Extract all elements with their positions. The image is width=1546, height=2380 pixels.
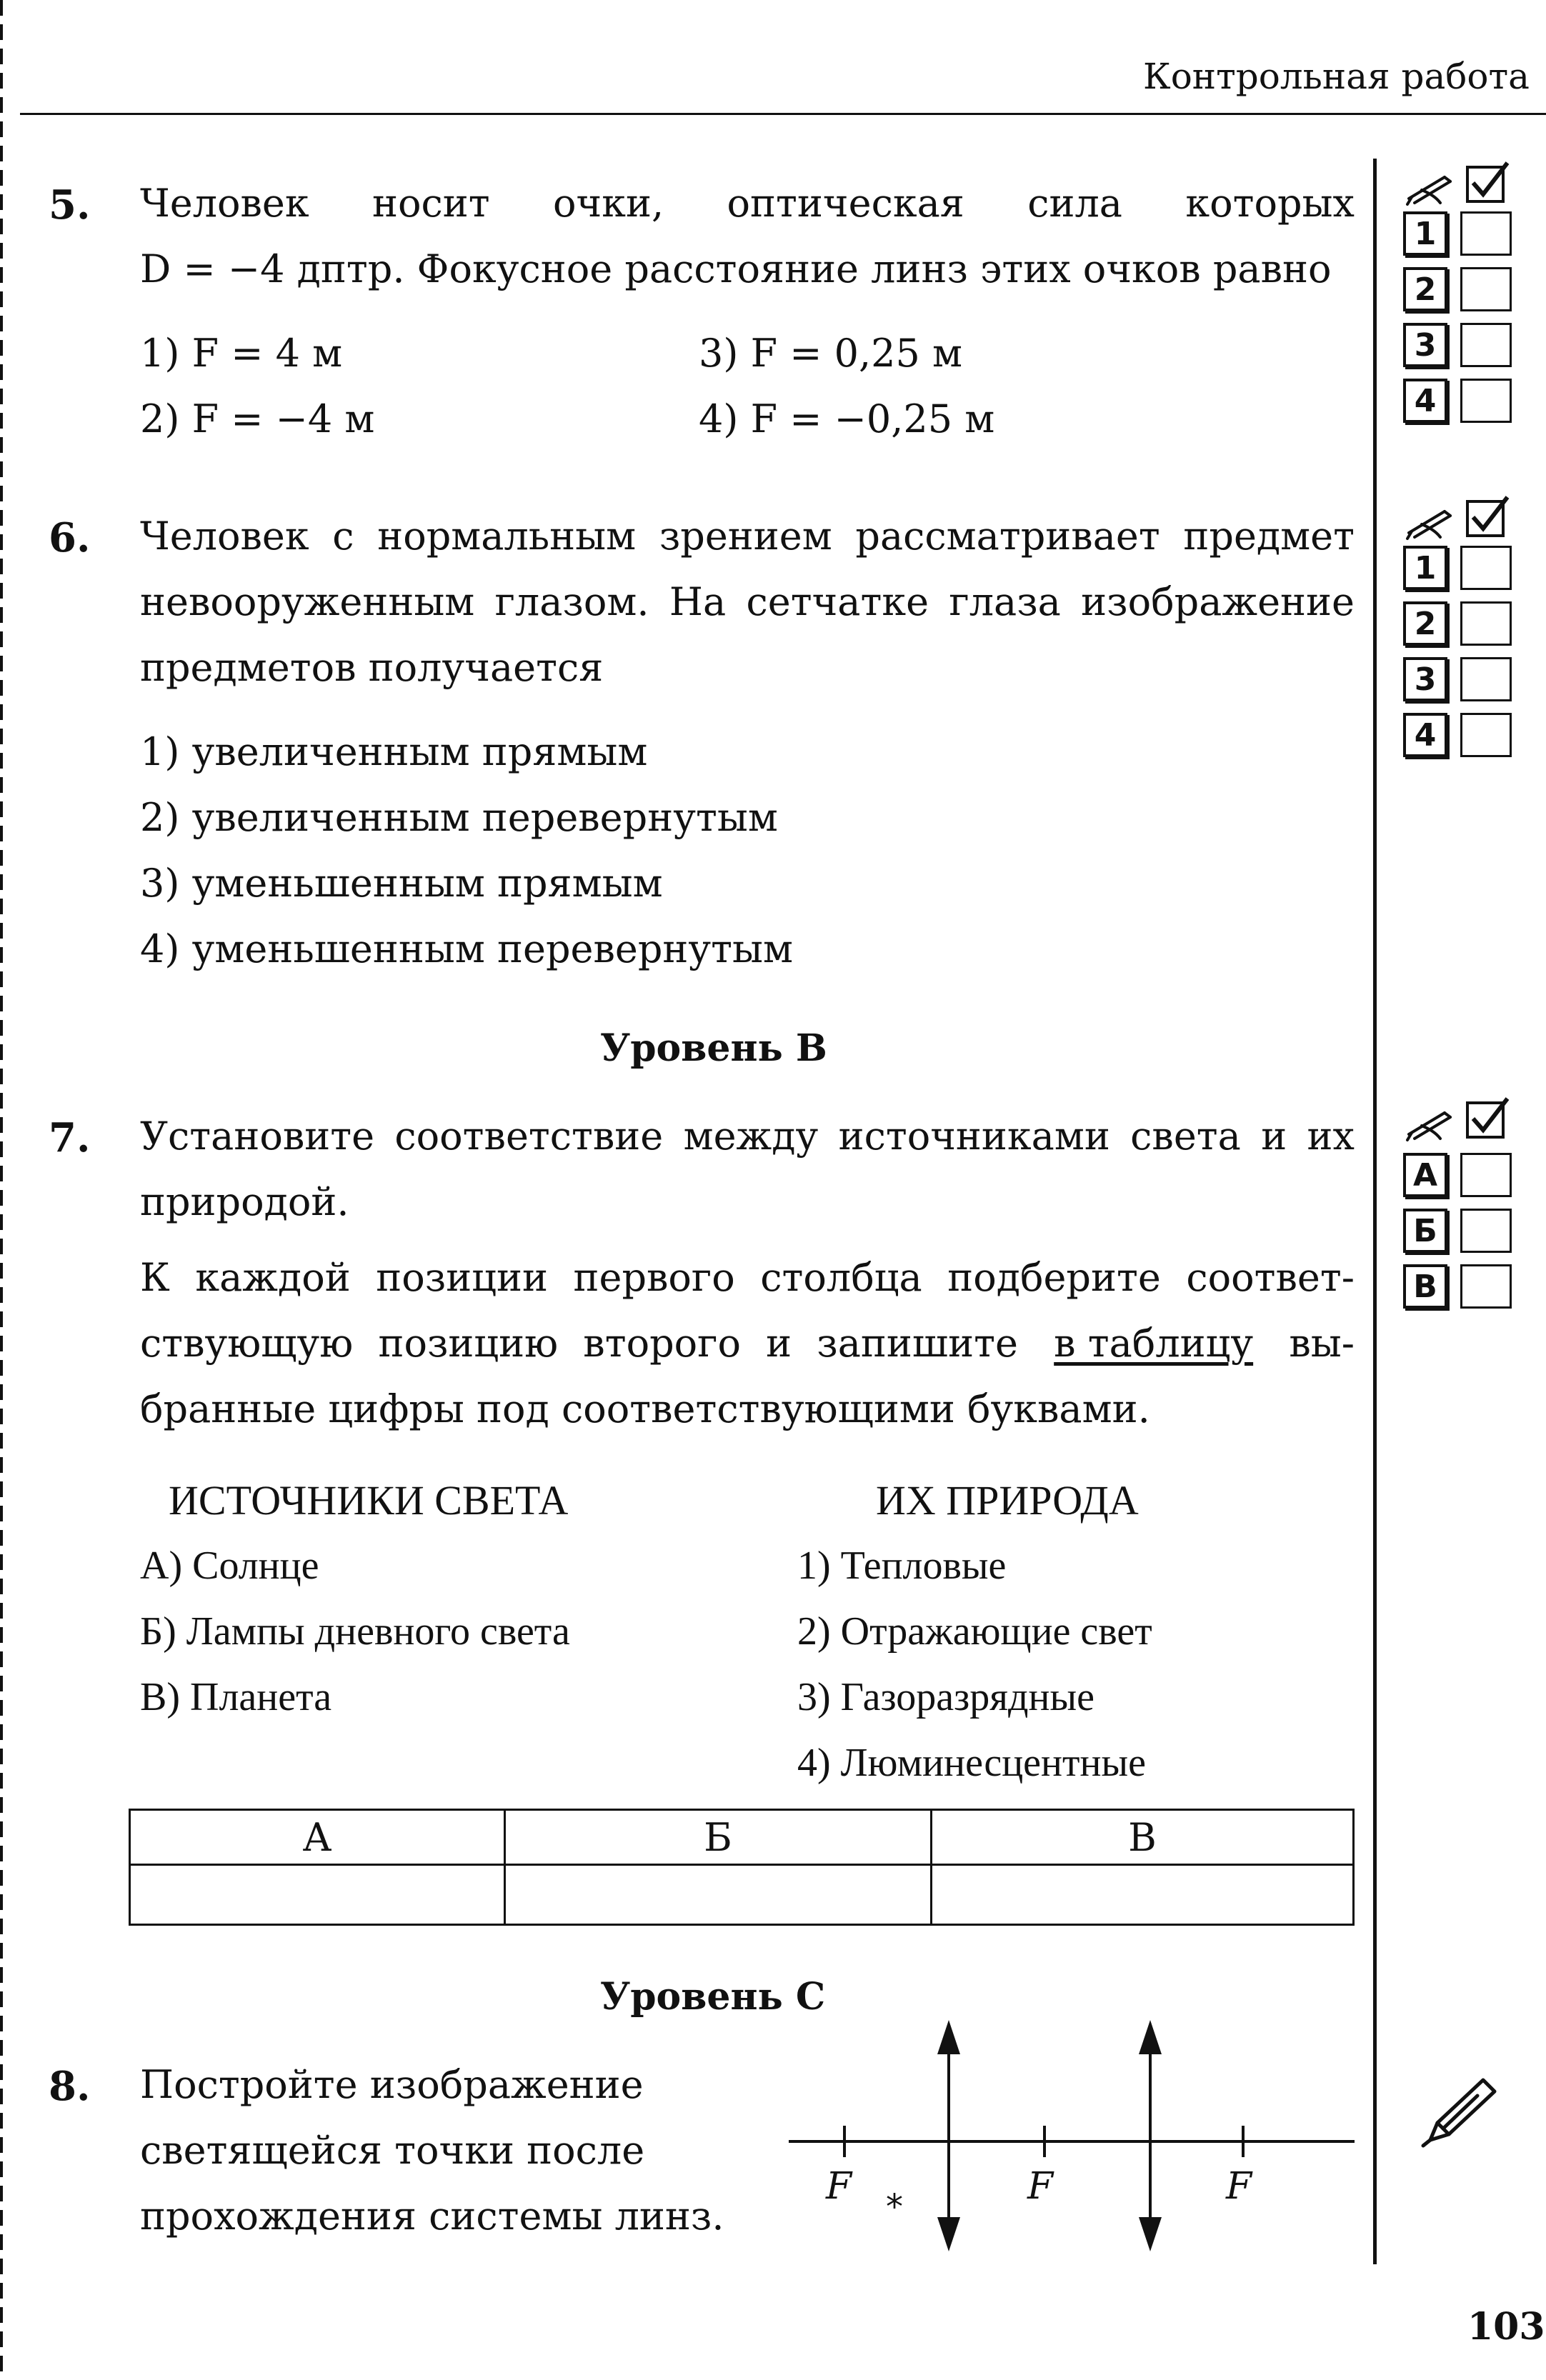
answer-cell-c[interactable] [932,1865,1354,1925]
section-heading: Уровень В [600,1026,827,1070]
list-item: 1) Тепловые [797,1544,1007,1588]
lens-system-diagram [779,2007,1365,2264]
answer-checkbox[interactable] [1460,657,1512,701]
word: сила [1027,181,1122,226]
list-item: 4) Люминесцентные [797,1741,1146,1785]
instruction-text [140,1321,1355,1366]
question-text [140,181,1355,226]
answer-cell-b[interactable] [505,1865,932,1925]
instruction-fragment: ствующую позицию второго и запишите [140,1321,1018,1366]
list-item: 3) Газоразрядные [797,1675,1094,1719]
question-text: природой. [140,1179,349,1224]
question-number: 7. [49,1114,91,1161]
answer-checkbox[interactable] [1460,1264,1512,1309]
header-title: Контрольная работа [1143,56,1530,97]
light-point-marker: * [886,2187,903,2227]
answer-table [129,1809,1355,1926]
table-header-cell: А [130,1810,505,1865]
answer-option: 1) F = 4 м [140,331,343,376]
question-text: светящейся точки после [140,2128,645,2173]
instruction-text: бранные цифры под соответствующими буквами. [140,1386,1150,1431]
question-text: Человек с нормальным зрением рассматривает предмет [140,514,1355,559]
option-number-box: 1 [1403,546,1447,590]
answer-option: 2) увеличенным перевернутым [140,795,778,840]
focus-label: F [826,2165,852,2208]
answer-option: 4) F = −0,25 м [699,396,995,441]
answer-checkbox[interactable] [1460,713,1512,757]
answer-checkbox[interactable] [1460,267,1512,311]
question-number: 5. [49,181,91,229]
answer-checkbox[interactable] [1460,1209,1512,1253]
converging-lens-1 [937,2020,960,2251]
question-text: Постройте изображение [140,2062,644,2107]
list-item: А) Солнце [140,1544,319,1588]
word: очки, [553,181,664,226]
word: Человек [140,181,309,226]
option-letter-box: Б [1403,1209,1447,1253]
word: оптическая [727,181,964,226]
question-text: Установите соответствие между источниками света и их [140,1114,1355,1159]
option-number-box: 3 [1403,323,1447,367]
instruction-fragment: вы- [1289,1321,1355,1366]
pencil-check-icon [1400,496,1515,541]
option-number-box: 4 [1403,713,1447,757]
word: которых [1185,181,1355,226]
option-letter-box: В [1403,1264,1447,1309]
question-number: 8. [49,2063,91,2110]
page-number: 103 [1467,2305,1545,2349]
question-text: D = −4 дптр. Фокусное расстояние линз этих очков равно [140,246,1332,291]
converging-lens-2 [1139,2020,1162,2251]
option-number-box: 1 [1403,211,1447,256]
answer-checkbox[interactable] [1460,601,1512,646]
option-number-box: 2 [1403,601,1447,646]
answer-checkbox[interactable] [1460,1153,1512,1197]
answer-checkbox[interactable] [1460,323,1512,367]
answer-option: 1) увеличенным прямым [140,729,648,774]
cut-line [0,0,3,2380]
option-number-box: 4 [1403,379,1447,423]
table-header-cell: Б [505,1810,932,1865]
table-reference: в таблицу [1054,1321,1254,1366]
focus-label: F [1027,2165,1054,2208]
pencil-check-icon [1400,1097,1515,1143]
answer-checkbox[interactable] [1460,546,1512,590]
list-item: Б) Лампы дневного света [140,1609,570,1654]
answer-option: 4) уменьшенным перевернутым [140,926,794,971]
answer-margin-rule [1373,159,1377,2264]
column-header-sources: ИСТОЧНИКИ СВЕТА [169,1477,569,1524]
column-header-nature: ИХ ПРИРОДА [876,1477,1139,1524]
answer-checkbox[interactable] [1460,379,1512,423]
list-item: 2) Отражающие свет [797,1609,1152,1654]
focus-label: F [1226,2165,1252,2208]
option-number-box: 2 [1403,267,1447,311]
answer-cell-a[interactable] [130,1865,505,1925]
answer-option: 3) F = 0,25 м [699,331,963,376]
instruction-text: К каждой позиции первого столбца подберите соответ- [140,1255,1355,1300]
list-item: В) Планета [140,1675,332,1719]
answer-option: 2) F = −4 м [140,396,375,441]
pen-icon [1409,2071,1502,2150]
option-letter-box: А [1403,1153,1447,1197]
table-header-cell: В [932,1810,1354,1865]
question-text: предметов получается [140,645,604,690]
section-heading: Уровень С [600,1975,826,2019]
header-rule [20,113,1546,115]
question-text: прохождения системы линз. [140,2194,724,2239]
question-number: 6. [49,514,91,561]
answer-option: 3) уменьшенным прямым [140,861,663,906]
word: носит [372,181,490,226]
pencil-check-icon [1400,161,1515,207]
answer-checkbox[interactable] [1460,211,1512,256]
question-text: невооруженным глазом. На сетчатке глаза изображение [140,579,1355,624]
option-number-box: 3 [1403,657,1447,701]
